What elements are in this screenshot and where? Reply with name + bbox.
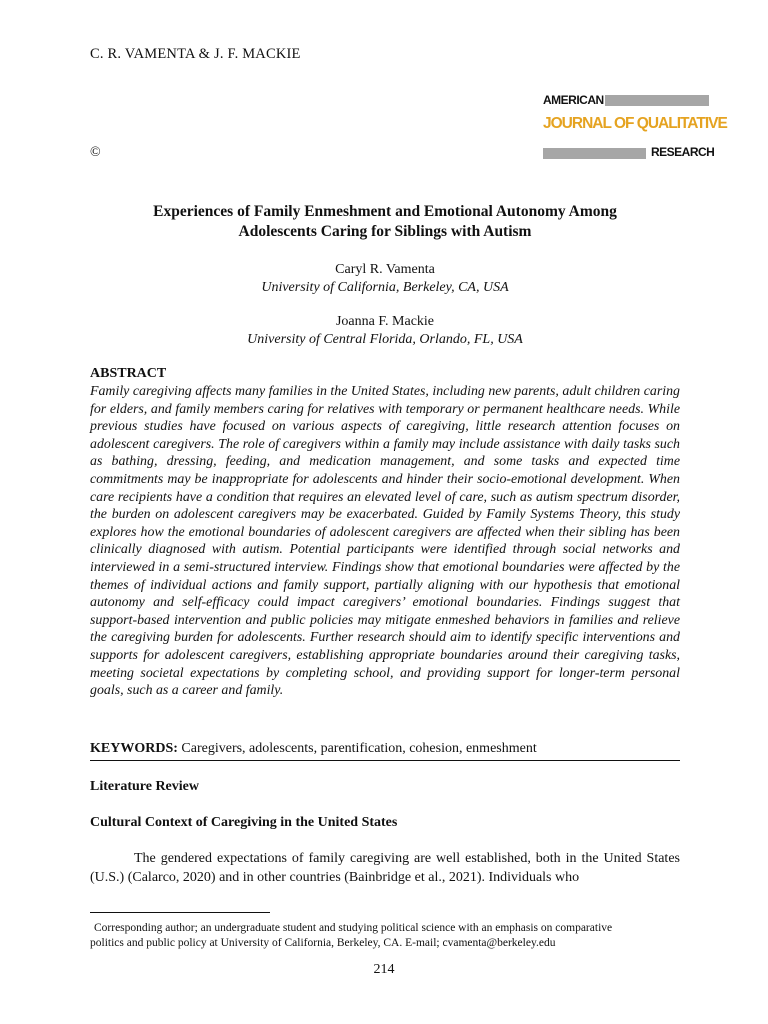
footnote (90, 921, 680, 951)
author-name: Caryl R. Vamenta (335, 262, 435, 277)
footnote-line-1: Corresponding author; an undergraduate student and studying political science with an emphasis on comparative (94, 922, 613, 934)
journal-logo (543, 92, 727, 162)
running-head: C. R. VAMENTA & J. F. MACKIE (90, 46, 301, 62)
logo-line-american: AMERICAN (543, 93, 604, 107)
author-name: Joanna F. Mackie (335, 314, 435, 329)
keywords-line (90, 740, 680, 761)
logo-bar-top (605, 95, 709, 106)
page-number: 214 (373, 962, 395, 977)
author-block-2 (90, 313, 680, 349)
abstract-text: Family caregiving affects many families in the United States, including new parents, adult children caring for elders, and family members caring for relatives with temporary or permanent healthcare needs. While previous studies have focused on various aspects of caregiving, little research attention focuses on adolescent caregivers. The role of caregivers within a family may include assistance with daily tasks such as bathing, dressing, feeding, and medication management, and some tasks and expected time commitments may be inappropriate for adolescents and hinder their socio-emotional development. When care recipients have a condition that requires an elevated level of care, such as autism spectrum disorder, the burden on adolescent caregivers may be exacerbated. Guided by Family Systems Theory, this study explores how the emotional boundaries of adolescent caregivers are affected when their sibling has been clinically diagnosed with autism. Potential participants were identified through social networks and interviewed in a semi-structured interview. Findings show that emotional boundaries were affected by the themes of individual actions and family support, partially aligning with our hypothesis that emotional autonomy and self-efficacy could impact caregivers’ emotional boundaries. Findings suggest that support-based intervention and public policies may mitigate enmeshed behaviors in families and relieve the caregiving burden for adolescents. Further research should aim to identify specific interventions and supports for adolescent caregivers, establishing appropriate boundaries around their caregiving tasks, meeting societal expectations by completing school, and providing support for longer-term personal goals, such as a career and family. (90, 384, 680, 699)
footnote-line-2: politics and public policy at University of California, Berkeley, CA. E-mail; cvamenta@berkeley.edu (90, 937, 556, 949)
section-heading-literature-review: Literature Review (90, 779, 199, 794)
logo-line-journal: JOURNAL OF QUALITATIVE (543, 115, 727, 132)
author-affiliation: University of Central Florida, Orlando, FL, USA (247, 332, 523, 347)
logo-line-research: RESEARCH (651, 145, 715, 159)
paper-title (90, 202, 680, 242)
footnote-rule (90, 912, 270, 913)
body-paragraph: The gendered expectations of family caregiving are well established, both in the United States (U.S.) (Calarco, 2020) and in other countries (Bainbridge et al., 2021). Individuals who (90, 851, 680, 885)
copyright-symbol: © (90, 145, 101, 160)
author-block-1 (90, 261, 680, 297)
author-affiliation: University of California, Berkeley, CA, USA (261, 280, 509, 295)
keywords-label: KEYWORDS: (90, 741, 178, 756)
title-line-2: Adolescents Caring for Siblings with Autism (238, 223, 532, 240)
subsection-heading-cultural-context: Cultural Context of Caregiving in the United States (90, 815, 398, 830)
keywords-text: Caregivers, adolescents, parentification, cohesion, enmeshment (181, 741, 537, 756)
title-line-1: Experiences of Family Enmeshment and Emotional Autonomy Among (153, 203, 617, 220)
abstract-heading: ABSTRACT (90, 366, 167, 381)
logo-bar-bottom (543, 148, 646, 159)
